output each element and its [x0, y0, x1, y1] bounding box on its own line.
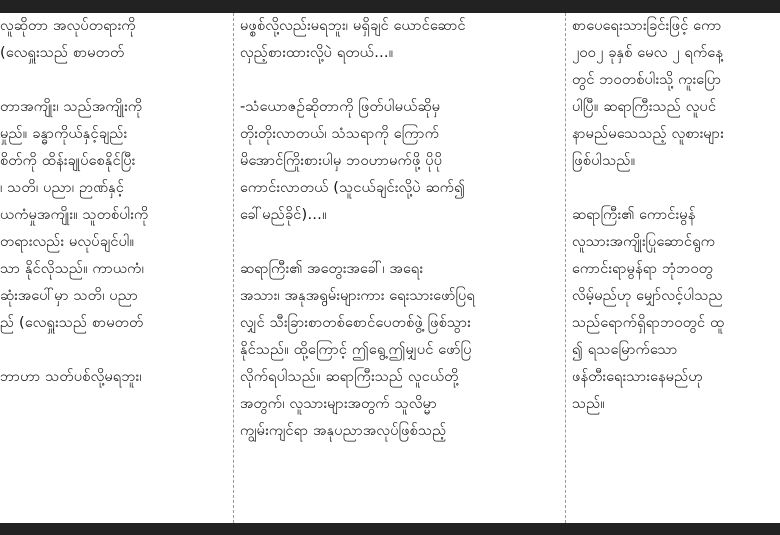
- text-line: တွင် ဘဝတစ်ပါးသို့ ကူးပြော: [572, 72, 722, 88]
- text-line: ဖန်တီးရေးသားနေမည်ဟု: [572, 369, 703, 385]
- text-line: ည် (လေရှူးသည် စာမတတ်: [0, 315, 144, 331]
- text-line: -သံယောဇဉ်ဆိုတာကို ဖြတ်ပါမယ်ဆိုမှ: [240, 99, 441, 115]
- text-line: ဆရာကြီး၏ ကောင်းမွန်: [572, 207, 696, 223]
- text-line: [572, 175, 780, 202]
- text-line: မဖ္စစ်လို့လည်းမရဘူး၊ မရှိချင် ယောင်ဆောင်: [240, 18, 466, 34]
- text-line: ဆရာကြီး၏ အတွေးအခေါ်၊ အရေး: [240, 261, 424, 277]
- text-column-3: [572, 13, 780, 523]
- text-line: ပါပြီ။ ဆရာကြီးသည် လူပင်: [572, 99, 717, 115]
- text-line: လိမ့်မည်ဟု မျှော်လင့်ပါသည: [572, 288, 723, 304]
- text-line: ယကံမှုအကျိုး။ သူတစ်ပါးကို: [0, 207, 149, 223]
- column-divider: [233, 13, 235, 523]
- text-line: လိုက်ရပါသည်။ ဆရာကြီးသည် လူငယ်တို့: [240, 369, 459, 385]
- text-line: လူဆိုတာ အလုပ်တရားကို: [0, 18, 136, 34]
- text-line: တာအကျိုး၊ သည်အကျိုးကို: [0, 99, 143, 115]
- text-line: ခေါ်မည်ခိုင်)…။: [240, 207, 327, 223]
- text-line: သည်။: [572, 396, 606, 412]
- text-line: [240, 229, 560, 256]
- text-line: သာ နိုင်လိုသည်။ ကာယကံ၊: [0, 261, 145, 277]
- column-divider: [565, 13, 567, 523]
- text-line: စိတ်ကို ထိန်းချုပ်စေနိုင်ပြီး: [0, 153, 136, 169]
- text-line: အတွက်၊ လူသားများအတွက် သူလိမ္မာ: [240, 396, 438, 412]
- top-border-bar: [0, 0, 780, 13]
- text-line: လျှင် သီးခြားစာတစ်စောင်ပေတစ်ဖွဲ့ ဖြစ်သွား: [240, 315, 471, 331]
- text-line: ကျွမ်းကျင်ရာ အနုပညာအလုပ်ဖြစ်သည့်: [240, 423, 447, 439]
- text-line: ၍ ရသမြောက်သော: [572, 342, 678, 358]
- text-line: အသား၊ အနုအရွမ်းများကား ရေးသားဖော်ပြရ: [240, 288, 476, 304]
- text-line: မိအောင်ကြိုးစားပါမှ ဘဝဟာမက်ဖို့ ပိုပို: [240, 153, 443, 169]
- text-column-1: [0, 13, 228, 523]
- text-column-2: [240, 13, 560, 523]
- text-line: သည်ရောက်ရှိရာဘဝတွင် ထူ: [572, 315, 725, 331]
- text-line: နာမည်မသေသည့် လူစားများ: [572, 126, 724, 142]
- text-line: စာပေရေးသားခြင်းဖြင့် ကော: [572, 18, 722, 34]
- text-line: ဖြစ်ပါသည်။: [572, 153, 636, 169]
- text-line: ကောင်းရာမွန်ရာ ဘုံဘဝတွ: [572, 261, 714, 277]
- text-line: [0, 337, 228, 364]
- text-line: လူသားအကျိုးပြုဆောင်ရွက: [572, 234, 716, 250]
- text-line: ၊ သတိ၊ ပညာ၊ ဉာဏ်နှင့်: [0, 180, 125, 196]
- text-line: လှည့်စားထားလို့ပဲ ရတယ်…။: [240, 45, 394, 61]
- text-line: [240, 67, 560, 94]
- text-line: ဘာဟာ သတ်ပစ်လို့မရဘူး၊: [0, 369, 142, 385]
- text-line: မှုည်။ ခန္ဓာကိုယ်နှင့်ချည်း: [0, 126, 128, 142]
- text-line: တိုးတိုးလာတယ်၊ သံသရာကို ကြောက်: [240, 126, 440, 142]
- text-line: (လေရှူးသည် စာမတတ်: [0, 45, 125, 61]
- text-line: ကောင်းလာတယ် (သူငယ်ချင်းလို့ပဲ ဆက်၍: [240, 180, 466, 196]
- text-line: [0, 67, 228, 94]
- text-line: ၂၀၀၂ ခုနှစ် မေလ ၂ ရက်နေ့: [572, 45, 723, 61]
- bottom-border-bar: [0, 523, 780, 535]
- text-line: တရားလည်း မလုပ်ချင်ပါ။: [0, 234, 135, 250]
- text-line: နိုင်သည်။ ထို့ကြောင့် ဤရွေ့ဤမျှပင် ဖော်ပြ: [240, 342, 472, 358]
- text-line: ဆုံးအပေါ်မှာ သတိ၊ ပညာ: [0, 288, 139, 304]
